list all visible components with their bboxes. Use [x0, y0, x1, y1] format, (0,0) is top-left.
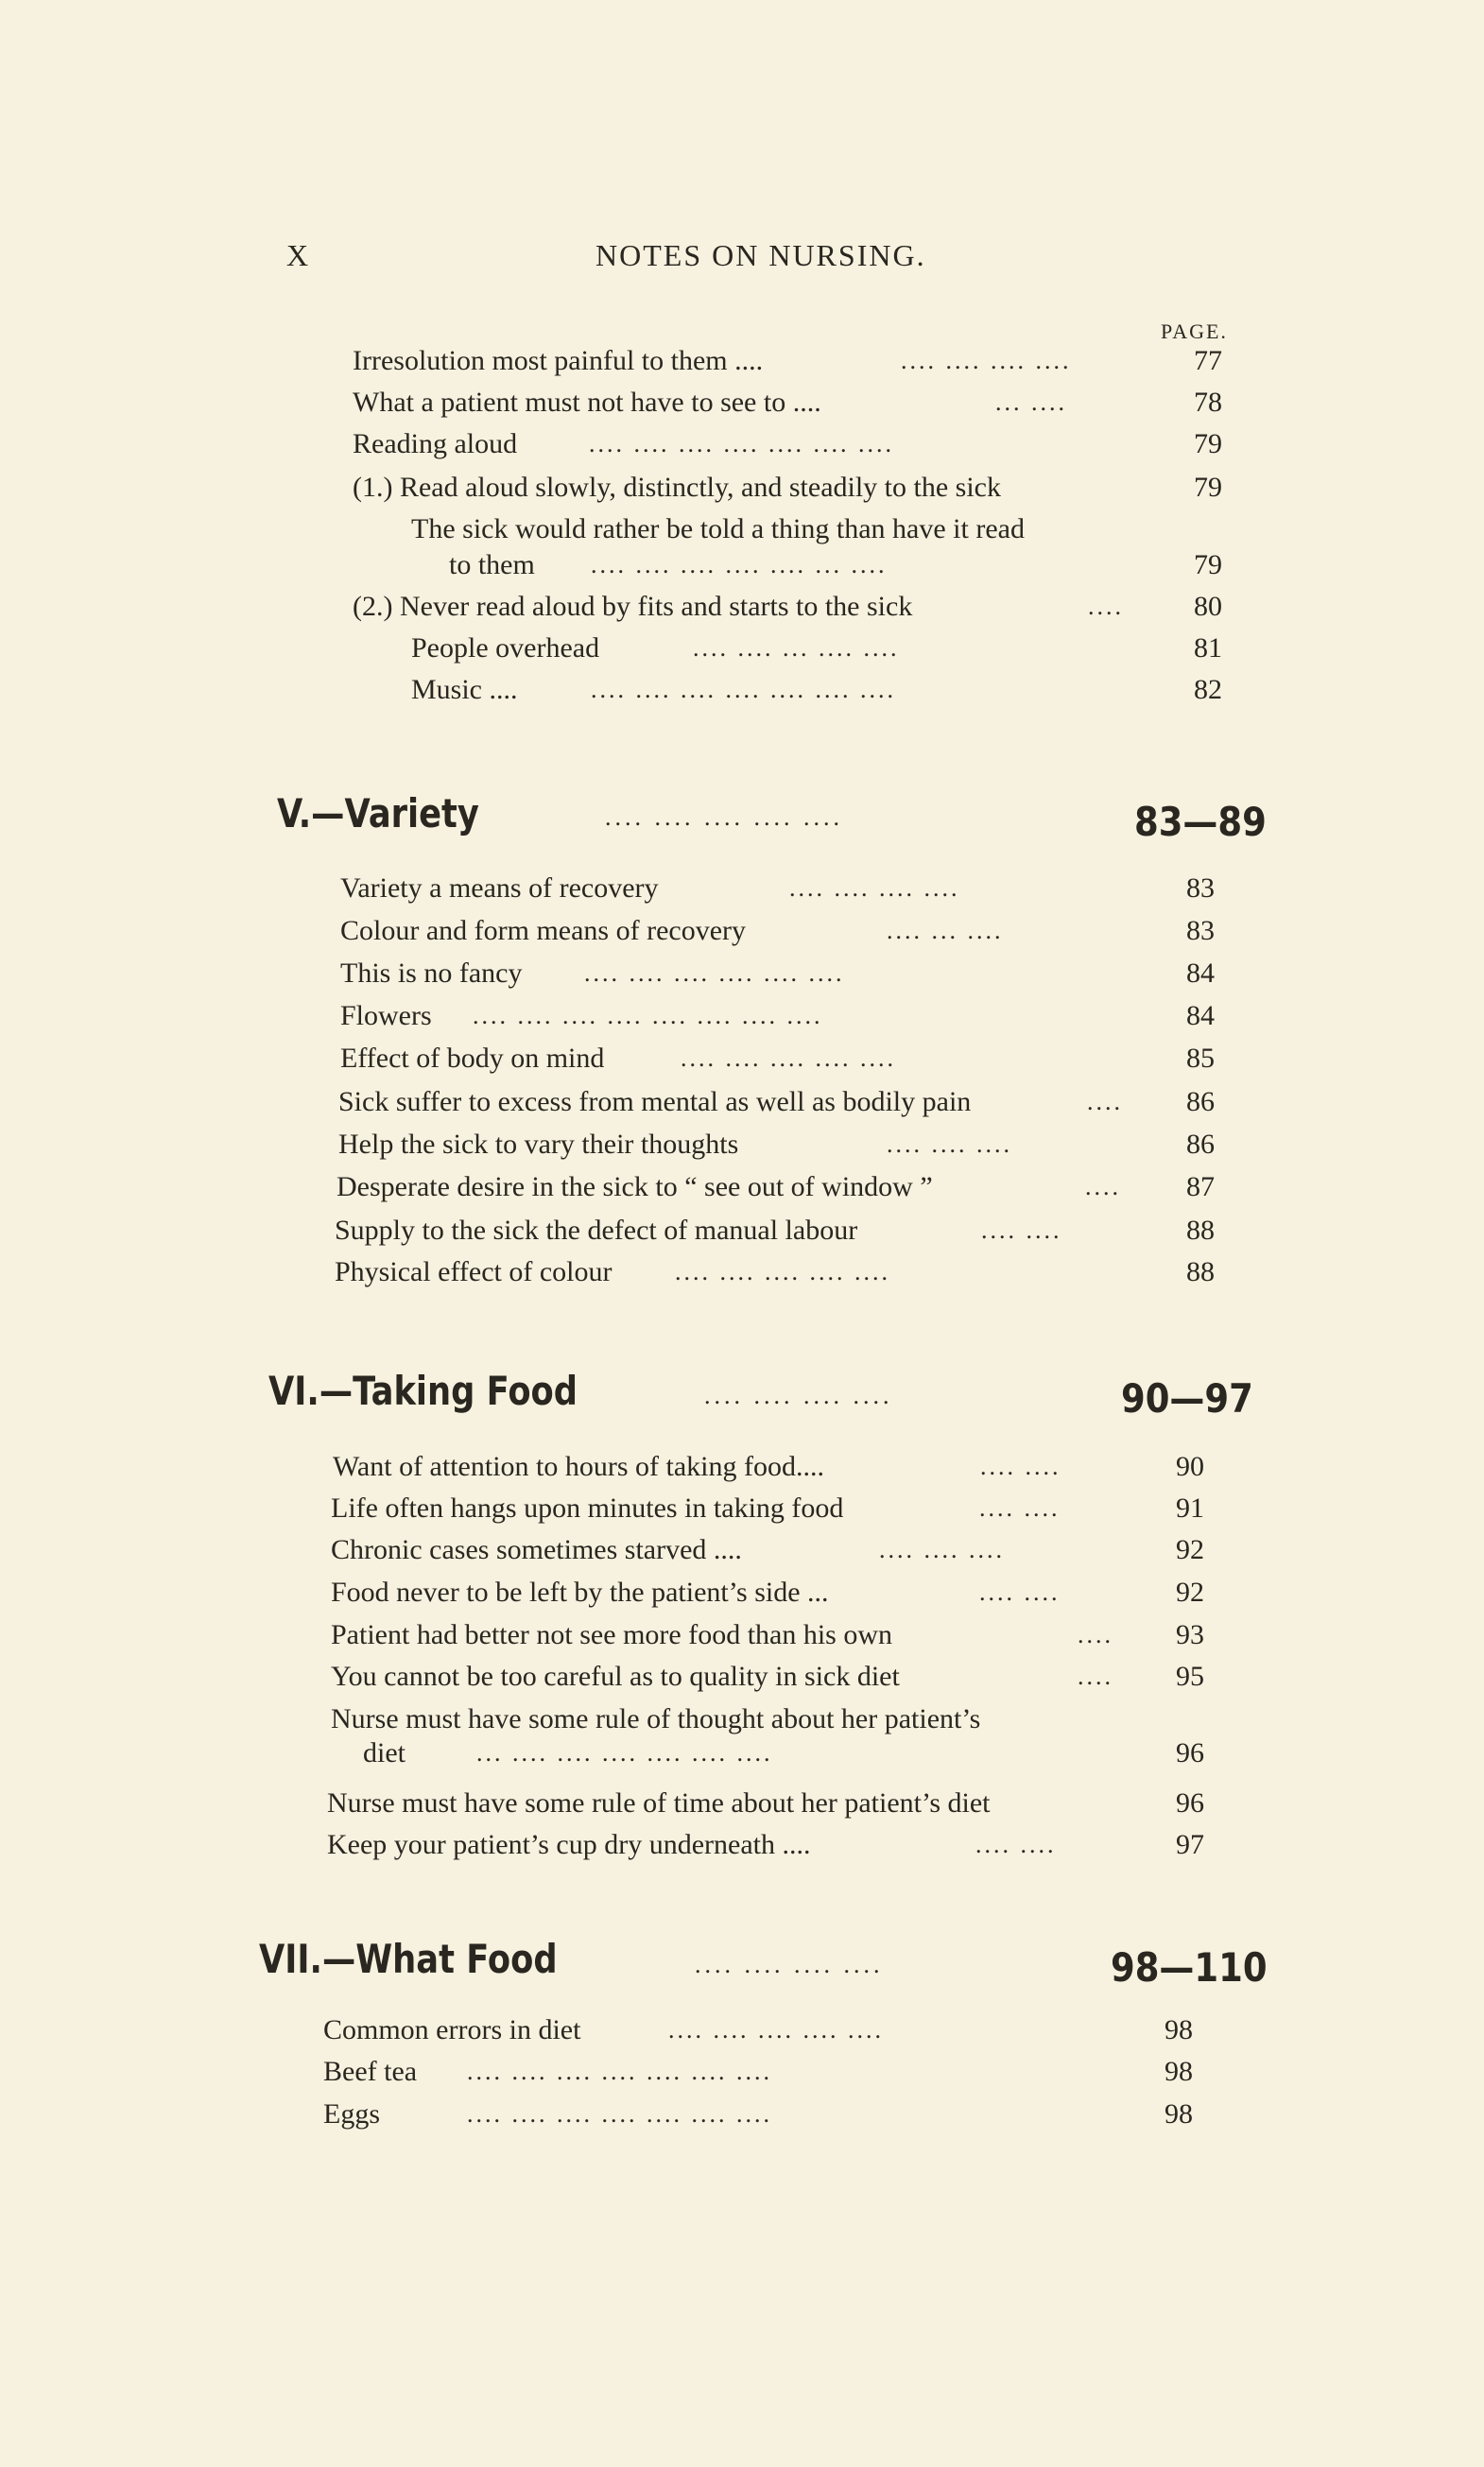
entry-page: 93: [1176, 1619, 1204, 1650]
entry-page: 83: [1186, 872, 1215, 904]
entry-page: 79: [1194, 428, 1222, 459]
entry-page: 91: [1176, 1492, 1204, 1524]
entry-leader-dots: ....: [1087, 1088, 1123, 1115]
entry-text: Irresolution most painful to them ....: [353, 345, 764, 376]
entry-page: 97: [1176, 1829, 1204, 1860]
entry-page: 77: [1194, 345, 1222, 376]
entry-leader-dots: .... .... .... .... ....: [668, 2016, 884, 2044]
entry-text: diet: [363, 1737, 406, 1768]
section-leader-dots: .... .... .... ....: [704, 1382, 893, 1409]
entry-leader-dots: .... ... ....: [887, 917, 1004, 944]
entry-page: 95: [1176, 1661, 1204, 1692]
entry-text: Eggs: [323, 2098, 380, 2130]
entry-page: 98: [1165, 2056, 1193, 2087]
entry-text: Keep your patient’s cup dry underneath ....: [327, 1829, 811, 1860]
entry-text: You cannot be too careful as to quality in sick diet: [331, 1661, 900, 1692]
entry-text: Food never to be left by the patient’s side ...: [331, 1577, 829, 1608]
entry-page: 78: [1194, 387, 1222, 418]
entry-text: Flowers: [340, 1000, 432, 1031]
entry-page: 86: [1186, 1086, 1215, 1117]
section-heading-vii: VII.—What Food: [259, 1936, 558, 1982]
entry-leader-dots: .... ....: [980, 1453, 1061, 1480]
section-page-range: 98—110: [1111, 1944, 1268, 1991]
entry-text: This is no fancy: [340, 957, 523, 989]
page-column-label: PAGE.: [1161, 319, 1228, 343]
entry-leader-dots: .... ....: [975, 1831, 1057, 1858]
entry-page: 79: [1194, 472, 1222, 503]
entry-leader-dots: .... .... .... ....: [901, 347, 1072, 374]
section-leader-dots: .... .... .... ....: [695, 1951, 884, 1978]
entry-leader-dots: .... .... .... .... ....: [681, 1044, 896, 1072]
entry-page: 85: [1186, 1043, 1215, 1074]
entry-leader-dots: ... ....: [995, 388, 1067, 416]
entry-text: Variety a means of recovery: [340, 872, 659, 904]
entry-leader-dots: ....: [1088, 593, 1124, 620]
entry-text: Music ....: [411, 674, 518, 705]
entry-page: 84: [1186, 1000, 1215, 1031]
entry-text: Help the sick to vary their thoughts: [338, 1129, 739, 1160]
entry-text: to them: [449, 549, 535, 580]
running-title: NOTES ON NURSING.: [595, 238, 926, 272]
entry-leader-dots: .... .... .... .... .... .... ....: [467, 2100, 772, 2128]
entry-text: Patient had better not see more food than his own: [331, 1619, 893, 1650]
entry-text: Desperate desire in the sick to “ see out of window ”: [336, 1171, 933, 1202]
entry-leader-dots: .... .... .... .... .... .... ....: [591, 676, 896, 703]
entry-page: 80: [1194, 591, 1222, 622]
entry-page: 96: [1176, 1787, 1204, 1819]
entry-leader-dots: .... ....: [979, 1494, 1061, 1522]
entry-leader-dots: .... .... ....: [879, 1536, 1005, 1563]
entry-text: (2.) Never read aloud by fits and starts to the sick: [353, 591, 913, 622]
entry-page: 81: [1194, 632, 1222, 664]
entry-text: What a patient must not have to see to ....: [353, 387, 821, 418]
entry-text: Nurse must have some rule of time about her patient’s diet: [327, 1787, 991, 1819]
entry-page: 98: [1165, 2098, 1193, 2130]
entry-text: Colour and form means of recovery: [340, 915, 747, 946]
entry-page: 90: [1176, 1451, 1204, 1482]
entry-text: (1.) Read aloud slowly, distinctly, and steadily to the sick: [353, 472, 1001, 503]
entry-page: 88: [1186, 1215, 1215, 1246]
entry-leader-dots: .... .... .... .... .... .... ....: [467, 2058, 772, 2085]
entry-leader-dots: .... .... .... .... .... .... ....: [589, 430, 894, 457]
entry-page: 96: [1176, 1737, 1204, 1768]
entry-text: Life often hangs upon minutes in taking food: [331, 1492, 844, 1524]
entry-page: 92: [1176, 1534, 1204, 1565]
entry-leader-dots: .... .... .... .... .... .... .... ....: [473, 1002, 823, 1029]
entry-page: 82: [1194, 674, 1222, 705]
entry-page: 79: [1194, 549, 1222, 580]
entry-leader-dots: .... ....: [981, 1216, 1062, 1244]
entry-page: 88: [1186, 1256, 1215, 1287]
section-leader-dots: .... .... .... .... ....: [605, 803, 843, 831]
entry-leader-dots: ....: [1078, 1663, 1113, 1690]
entry-leader-dots: ... .... .... .... .... .... ....: [476, 1739, 773, 1767]
entry-page: 98: [1165, 2014, 1193, 2045]
entry-text: Effect of body on mind: [340, 1043, 605, 1074]
entry-page: 84: [1186, 957, 1215, 989]
entry-leader-dots: ....: [1078, 1621, 1113, 1648]
entry-text: Common errors in diet: [323, 2014, 581, 2045]
entry-text: Supply to the sick the defect of manual labour: [335, 1215, 858, 1246]
entry-text: Chronic cases sometimes starved ....: [331, 1534, 742, 1565]
entry-leader-dots: .... .... ... .... ....: [693, 634, 900, 662]
section-heading-v: V.—Variety: [277, 790, 479, 837]
entry-text: People overhead: [411, 632, 600, 664]
entry-leader-dots: .... ....: [979, 1579, 1061, 1606]
entry-leader-dots: .... .... .... .... ....: [675, 1258, 890, 1285]
entry-text: The sick would rather be told a thing than have it read: [411, 513, 1025, 544]
entry-text: Want of attention to hours of taking food....: [333, 1451, 824, 1482]
entry-text: Beef tea: [323, 2056, 418, 2087]
section-heading-vi: VI.—Taking Food: [268, 1368, 578, 1414]
entry-leader-dots: .... .... ....: [887, 1130, 1012, 1158]
page-number: X: [286, 238, 310, 272]
entry-page: 83: [1186, 915, 1215, 946]
entry-text: Sick suffer to excess from mental as well as bodily pain: [338, 1086, 972, 1117]
entry-text: Nurse must have some rule of thought about her patient’s: [331, 1703, 981, 1734]
entry-page: 86: [1186, 1129, 1215, 1160]
entry-leader-dots: .... .... .... .... .... ... ....: [591, 551, 888, 578]
entry-text: Reading aloud: [353, 428, 518, 459]
entry-page: 87: [1186, 1171, 1215, 1202]
entry-leader-dots: ....: [1085, 1173, 1121, 1200]
section-page-range: 83—89: [1134, 799, 1267, 845]
entry-leader-dots: .... .... .... ....: [789, 874, 960, 902]
entry-leader-dots: .... .... .... .... .... ....: [584, 959, 845, 987]
entry-page: 92: [1176, 1577, 1204, 1608]
entry-text: Physical effect of colour: [335, 1256, 613, 1287]
section-page-range: 90—97: [1121, 1375, 1253, 1422]
